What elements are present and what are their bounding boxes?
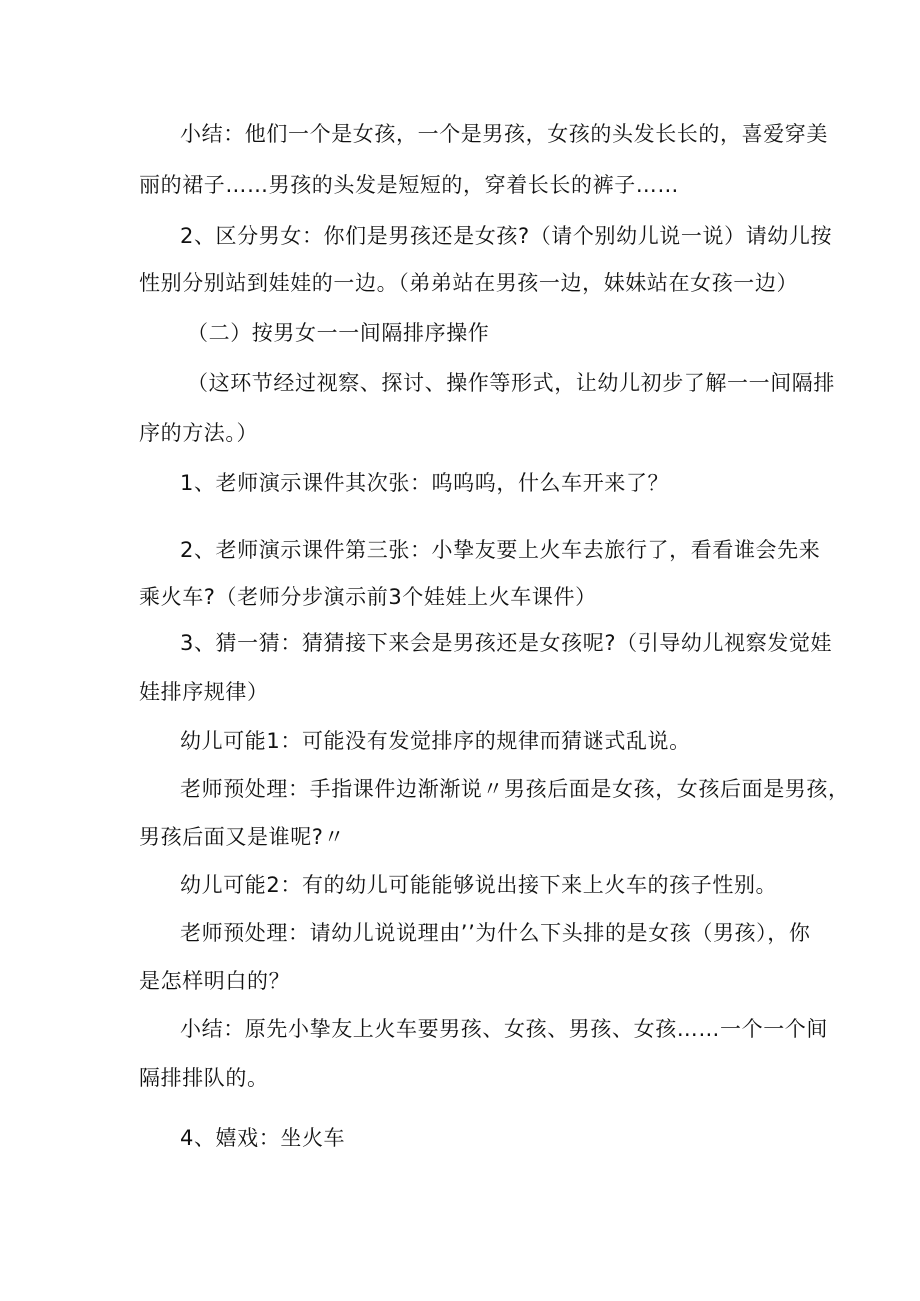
step-2-distinguish-line-1: 2、区分男女：你们是男孩还是女孩?（请个别幼儿说一说）请幼儿按 (180, 224, 833, 248)
summary-2-line-2: 隔排排队的。 (139, 1066, 269, 1090)
step-4-game: 4、嬉戏：坐火车 (180, 1126, 346, 1150)
step-3-guess-line-2: 娃排序规律） (139, 680, 269, 704)
teacher-handling-1-line-2: 男孩后面又是谁呢?〃 (139, 825, 346, 849)
step-3-guess-line-1: 3、猜一猜：猜猜接下来会是男孩还是女孩呢?（引导幼儿视察发觉娃 (180, 631, 833, 655)
section-2-note-line-2: 序的方法。） (139, 421, 259, 445)
summary-1-line-2: 丽的裙子……男孩的头发是短短的，穿着长长的裤子…… (139, 173, 679, 197)
child-possibility-1: 幼儿可能1：可能没有发觉排序的规律而猜谜式乱说。 (180, 729, 691, 753)
step-2-distinguish-line-2: 性别分别站到娃娃的一边。（弟弟站在男孩一边，妹妹站在女孩一边） (139, 271, 799, 295)
summary-2-line-1: 小结：原先小挚友上火车要男孩、女孩、男孩、女孩……一个一个间 (180, 1017, 828, 1041)
section-2-heading: （二）按男女一一间隔排序操作 (187, 321, 490, 345)
section-2-note-line-1: （这环节经过视察、探讨、操作等形式，让幼儿初步了解一一间隔排 (187, 371, 835, 395)
teacher-handling-2-line-1: 老师预处理：请幼儿说说理由’’为什么下头排的是女孩（男孩），你 (180, 921, 811, 945)
step-2-demo-line-2: 乘火车?（老师分步演示前3个娃娃上火车课件） (139, 585, 597, 609)
teacher-handling-1-line-1: 老师预处理：手指课件边渐渐说〃男孩后面是女孩，女孩后面是男孩， (180, 777, 850, 801)
child-possibility-2: 幼儿可能2：有的幼儿可能能够说出接下来上火车的孩子性别。 (180, 873, 778, 897)
step-2-demo-line-1: 2、老师演示课件第三张：小挚友要上火车去旅行了，看看谁会先来 (180, 538, 821, 562)
teacher-handling-2-line-2: 是怎样明白的？ (139, 969, 291, 993)
summary-1-line-1: 小结：他们一个是女孩，一个是男孩，女孩的头发长长的，喜爱穿美 (180, 122, 828, 146)
step-1-demo: 1、老师演示课件其次张：呜呜呜，什么车开来了？ (180, 471, 670, 495)
